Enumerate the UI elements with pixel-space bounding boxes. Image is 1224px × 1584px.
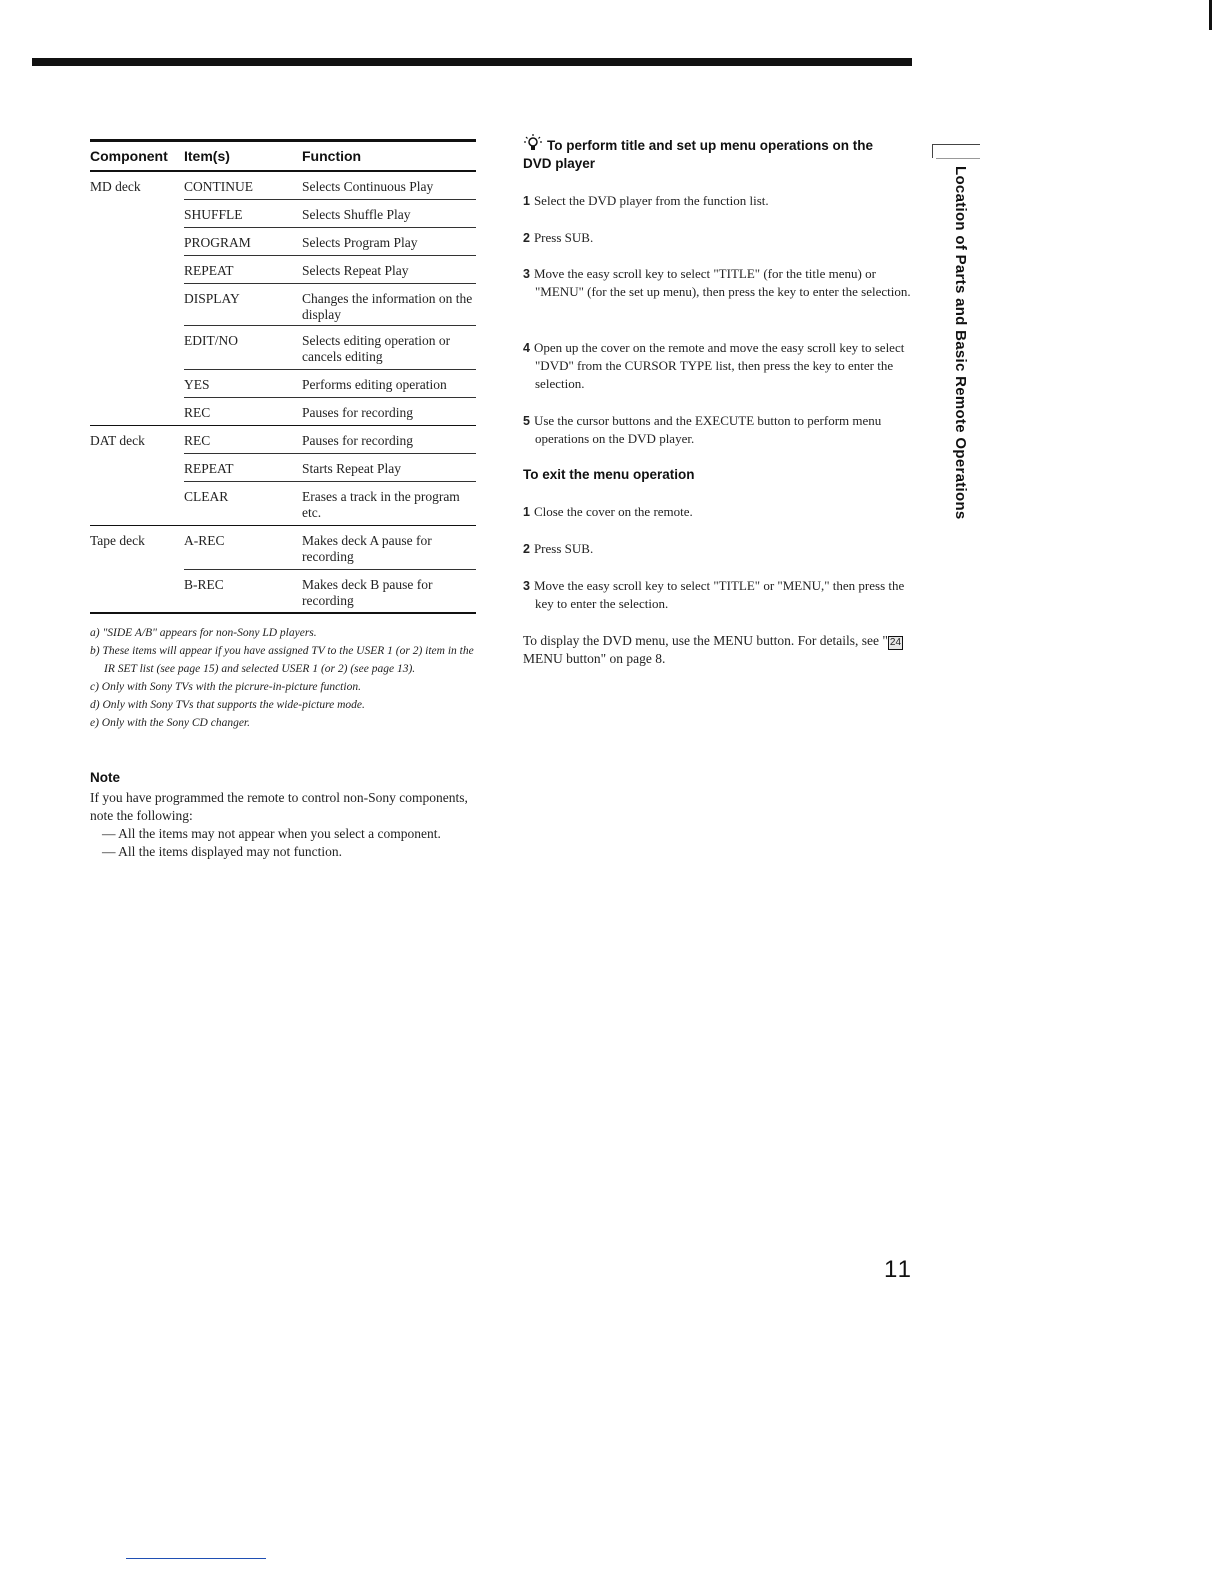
row-function: Performs editing operation <box>302 377 447 392</box>
tip-step <box>523 339 913 393</box>
footnote-e: e) Only with the Sony CD changer. <box>90 717 251 729</box>
tip-heading <box>523 133 898 173</box>
row-function: Changes the information on the display <box>302 291 473 322</box>
header-component: Component <box>90 148 168 164</box>
exit-step <box>523 503 913 521</box>
step-number: 3 <box>523 267 530 281</box>
row-item: REPEAT <box>184 461 234 476</box>
row-item: PROGRAM <box>184 235 251 250</box>
edge-mark <box>1209 0 1212 30</box>
tip-step <box>523 192 913 210</box>
exit-step <box>523 540 913 558</box>
note-heading: Note <box>90 770 120 785</box>
table-header <box>90 139 476 172</box>
row-function: Selects Shuffle Play <box>302 207 411 222</box>
row-item: REC <box>184 405 211 420</box>
function-table <box>90 139 476 614</box>
row-item: REC <box>184 433 211 448</box>
footnote-d: d) Only with Sony TVs that supports the wide-picture mode. <box>90 699 365 711</box>
side-tab-label: Location of Parts and Basic Remote Operations <box>952 166 969 520</box>
side-tab-rule <box>932 144 980 145</box>
footnotes <box>90 624 485 732</box>
exit-step <box>523 577 913 613</box>
row-function: Makes deck A pause for recording <box>302 533 432 564</box>
side-tab-rule <box>936 158 980 159</box>
side-tab-rule <box>932 144 933 158</box>
table-row <box>90 454 476 482</box>
row-function: Selects Repeat Play <box>302 263 409 278</box>
dvd-menu-text-before: To display the DVD menu, use the MENU button. For details, see " <box>523 633 888 648</box>
row-function: Makes deck B pause for recording <box>302 577 433 608</box>
note-body <box>90 789 485 861</box>
row-function: Selects editing operation or cancels editing <box>302 333 451 364</box>
exit-heading: To exit the menu operation <box>523 467 695 482</box>
header-function: Function <box>302 148 362 164</box>
tip-heading-text: To perform title and set up menu operations on the DVD player <box>523 138 874 171</box>
table-row <box>90 228 476 256</box>
dvd-menu-text-after: MENU button" on page 8. <box>523 651 666 666</box>
step-number: 3 <box>523 579 530 593</box>
table-row <box>90 200 476 228</box>
step-text: Use the cursor buttons and the EXECUTE button to perform menu operations on the DVD player. <box>533 413 882 446</box>
row-item: CONTINUE <box>184 179 253 194</box>
note-item: — All the items displayed may not function. <box>102 844 342 859</box>
table-row <box>90 398 476 426</box>
row-item: CLEAR <box>184 489 229 504</box>
note-item: — All the items may not appear when you select a component. <box>102 826 441 841</box>
row-function: Selects Continuous Play <box>302 179 434 194</box>
row-component: Tape deck <box>90 533 145 548</box>
step-number: 2 <box>523 231 530 245</box>
step-text: Open up the cover on the remote and move the easy scroll key to select "DVD" from the CURSOR TYPE list, then press the key to enter the selection. <box>533 340 905 391</box>
step-text: Press SUB. <box>533 230 594 245</box>
row-function: Pauses for recording <box>302 405 413 420</box>
row-item: YES <box>184 377 210 392</box>
row-function: Selects Program Play <box>302 235 418 250</box>
row-item: REPEAT <box>184 263 234 278</box>
header-items: Item(s) <box>184 148 230 164</box>
row-component: MD deck <box>90 179 141 194</box>
page-number: 11 <box>884 1256 913 1283</box>
row-item: SHUFFLE <box>184 207 243 222</box>
dvd-menu-paragraph <box>523 632 903 668</box>
row-item: B-REC <box>184 577 224 592</box>
step-number: 2 <box>523 542 530 556</box>
footnote-c: c) Only with Sony TVs with the picrure-in-picture function. <box>90 681 361 693</box>
row-item: DISPLAY <box>184 291 240 306</box>
row-component: DAT deck <box>90 433 145 448</box>
table-row <box>90 482 476 526</box>
footnote-a: a) "SIDE A/B" appears for non-Sony LD players. <box>90 627 317 639</box>
table-row <box>90 284 476 326</box>
step-text: Press SUB. <box>533 541 594 556</box>
table-row <box>90 426 476 454</box>
tip-step <box>523 265 913 301</box>
tip-lightbulb-icon <box>523 133 543 153</box>
tip-step <box>523 229 913 247</box>
footnote-b: b) These items will appear if you have assigned TV to the USER 1 (or 2) item in the IR SET list (see page 15) and selected USER 1 (or 2) (see page 13). <box>90 645 474 675</box>
row-function: Pauses for recording <box>302 433 413 448</box>
step-text: Move the easy scroll key to select "TITLE" (for the title menu) or "MENU" (for the set up menu), then press the key to enter the selection. <box>533 266 911 299</box>
table-row <box>90 526 476 570</box>
step-number: 1 <box>523 505 530 519</box>
step-number: 4 <box>523 341 530 355</box>
header-rule <box>32 58 912 66</box>
row-item: A-REC <box>184 533 225 548</box>
step-text: Close the cover on the remote. <box>533 504 693 519</box>
tip-step <box>523 412 913 448</box>
bottom-rule <box>126 1558 266 1559</box>
table-row <box>90 570 476 614</box>
step-number: 5 <box>523 414 530 428</box>
table-row <box>90 172 476 200</box>
note-text: If you have programmed the remote to control non-Sony components, note the following: <box>90 790 468 823</box>
step-text: Select the DVD player from the function list. <box>533 193 769 208</box>
row-item: EDIT/NO <box>184 333 238 348</box>
row-function: Erases a track in the program etc. <box>302 489 460 520</box>
step-text: Move the easy scroll key to select "TITLE" or "MENU," then press the key to enter the selection. <box>533 578 905 611</box>
ref-number-box: 24 <box>889 637 902 648</box>
table-row <box>90 326 476 370</box>
step-number: 1 <box>523 194 530 208</box>
table-row <box>90 256 476 284</box>
row-function: Starts Repeat Play <box>302 461 401 476</box>
table-row <box>90 370 476 398</box>
